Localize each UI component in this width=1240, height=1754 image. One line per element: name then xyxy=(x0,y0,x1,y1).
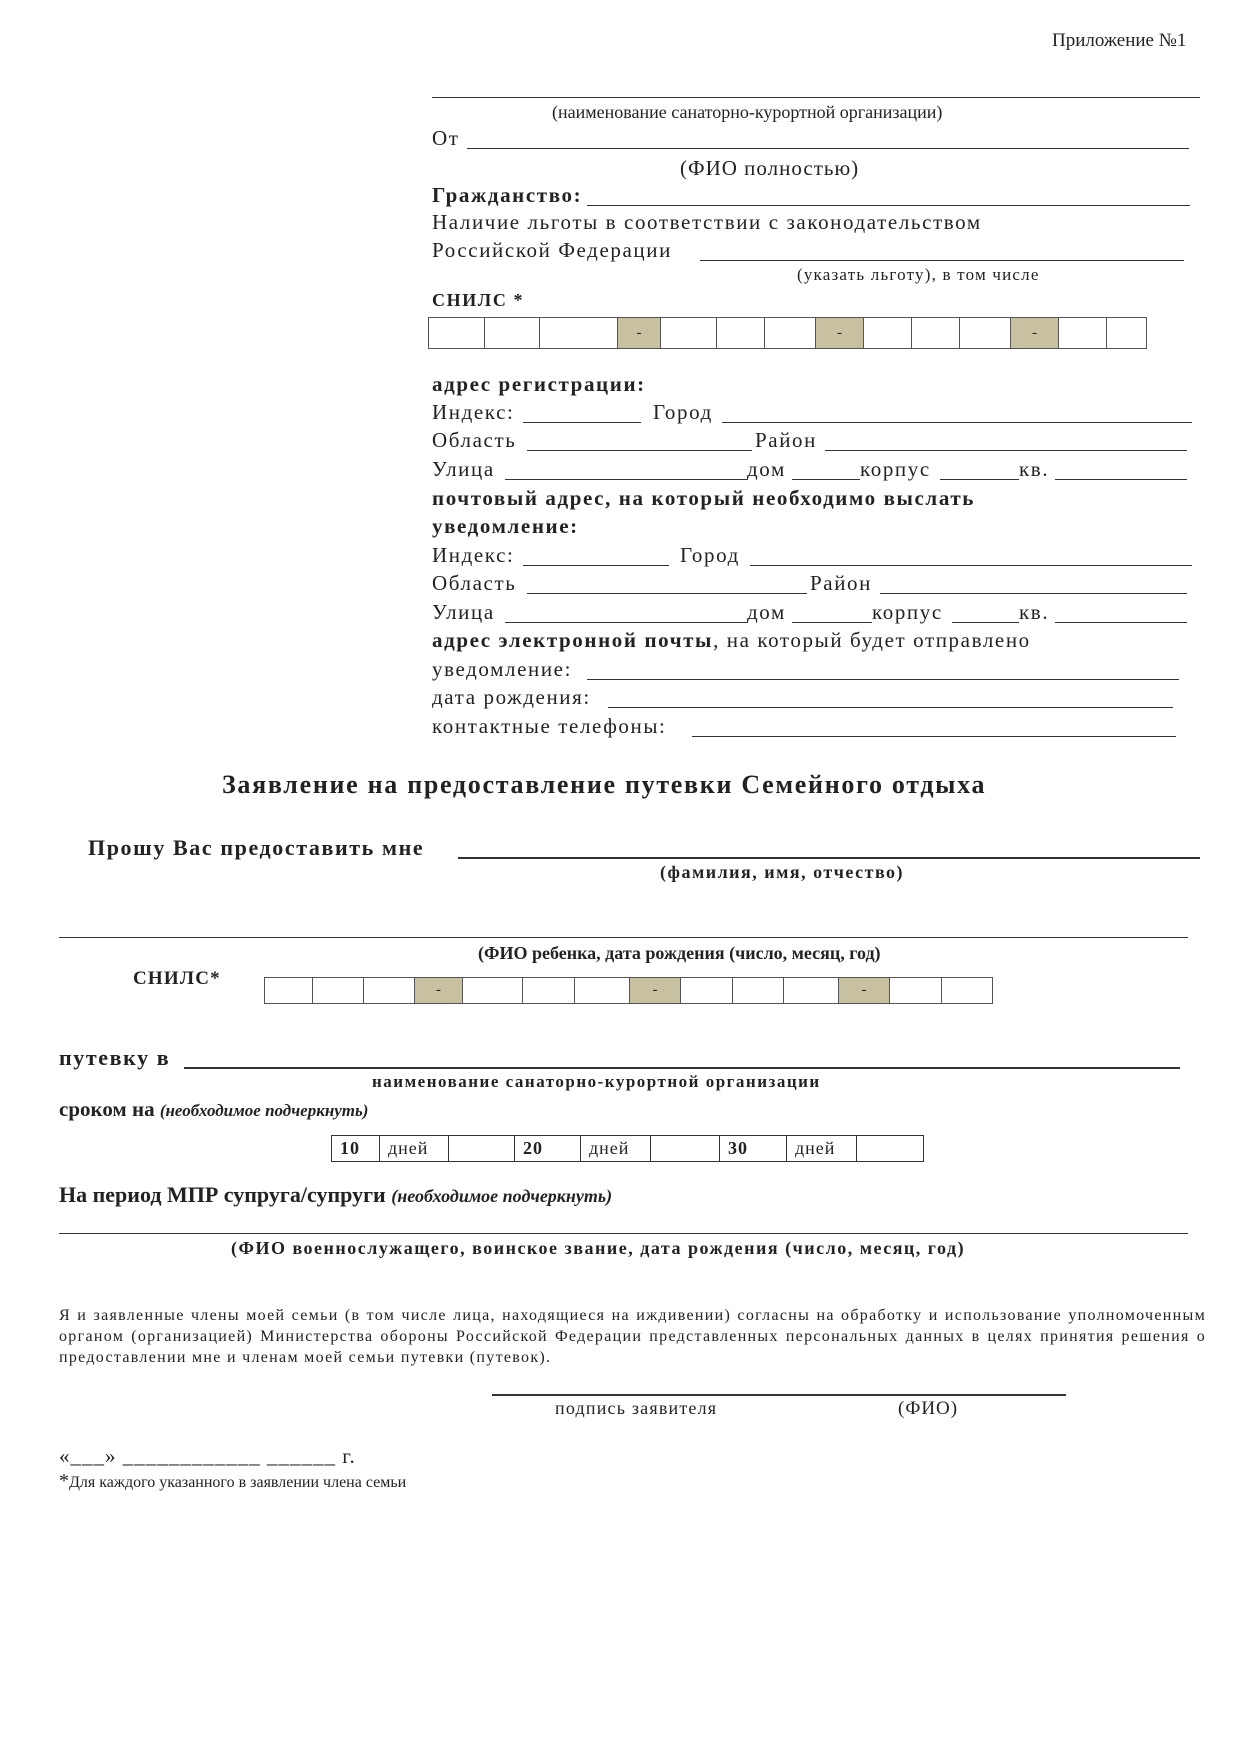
child-snils-cell[interactable] xyxy=(942,978,993,1003)
snils-cell[interactable] xyxy=(864,318,912,348)
footnote-text: Для каждого указанного в заявлении члена семьи xyxy=(69,1474,407,1491)
voucher-org-field[interactable] xyxy=(184,1067,1180,1069)
snils-cell[interactable] xyxy=(765,318,816,348)
child-snils-label: СНИЛС* xyxy=(133,968,221,989)
from-label: От xyxy=(432,126,460,150)
org-name-field[interactable] xyxy=(432,97,1200,98)
child-snils-cell[interactable] xyxy=(733,978,784,1003)
snils-cell[interactable] xyxy=(661,318,717,348)
reg-district-field[interactable] xyxy=(825,450,1187,451)
snils-cell[interactable] xyxy=(912,318,960,348)
child-snils-cells[interactable] xyxy=(264,977,993,1004)
request-fio-caption: (фамилия, имя, отчество) xyxy=(660,862,905,882)
child-snils-cell[interactable] xyxy=(575,978,630,1003)
postal-region-label: Область xyxy=(432,571,517,595)
footnote-star: * xyxy=(59,1470,69,1492)
postal-city-label: Город xyxy=(680,543,740,567)
benefit-label-line2: Российской Федерации xyxy=(432,238,672,262)
days-blank-cell xyxy=(449,1136,515,1161)
term-days-table xyxy=(331,1135,924,1162)
snils-cell[interactable] xyxy=(1107,318,1147,348)
term-note: (необходимое подчеркнуть) xyxy=(159,1101,369,1120)
email-label-bold: адрес электронной почты xyxy=(432,628,714,652)
benefit-caption: (указать льготу), в том числе xyxy=(797,265,1040,284)
serviceman-field[interactable] xyxy=(59,1233,1188,1234)
postal-street-field[interactable] xyxy=(505,622,747,623)
term-label-row xyxy=(59,1097,368,1122)
days-blank-cell xyxy=(857,1136,924,1161)
child-snils-cell[interactable] xyxy=(890,978,942,1003)
reg-region-label: Область xyxy=(432,428,517,452)
benefit-field[interactable] xyxy=(700,260,1184,261)
mpr-label-row xyxy=(59,1182,612,1208)
postal-city-field[interactable] xyxy=(750,565,1192,566)
child-snils-cell[interactable] xyxy=(265,978,313,1003)
email-label xyxy=(432,628,1031,653)
org-name-caption: (наименование санаторно-курортной организации) xyxy=(552,102,943,122)
snils-separator-cell: - xyxy=(1011,318,1059,348)
postal-house-label: дом xyxy=(747,600,786,624)
reg-building-field[interactable] xyxy=(940,479,1019,480)
email-label-rest: , на который будет отправлено xyxy=(713,628,1031,652)
child-snils-cell[interactable] xyxy=(523,978,575,1003)
birth-date-label: дата рождения: xyxy=(432,685,591,709)
days-blank-cell xyxy=(651,1136,720,1161)
snils-cell[interactable] xyxy=(540,318,618,348)
voucher-org-caption: наименование санаторно-курортной организации xyxy=(372,1072,821,1091)
mpr-note: (необходимое подчеркнуть) xyxy=(391,1186,613,1206)
signature-field[interactable] xyxy=(492,1394,1066,1396)
days-unit: дней xyxy=(581,1136,651,1161)
from-fio-field[interactable] xyxy=(467,148,1189,149)
postal-district-field[interactable] xyxy=(880,593,1187,594)
footnote xyxy=(59,1470,406,1493)
postal-apt-field[interactable] xyxy=(1055,622,1187,623)
reg-district-label: Район xyxy=(755,428,817,452)
snils-cell[interactable] xyxy=(960,318,1011,348)
postal-region-field[interactable] xyxy=(527,593,807,594)
reg-region-field[interactable] xyxy=(527,450,752,451)
email-label-line2: уведомление: xyxy=(432,657,573,681)
reg-building-label: корпус xyxy=(860,457,931,481)
days-option-20[interactable]: 20 xyxy=(515,1136,581,1161)
days-unit: дней xyxy=(380,1136,449,1161)
request-fio-field[interactable] xyxy=(458,857,1200,859)
reg-apt-field[interactable] xyxy=(1055,479,1187,480)
postal-street-label: Улица xyxy=(432,600,495,624)
postal-index-field[interactable] xyxy=(523,565,669,566)
child-snils-cell[interactable] xyxy=(784,978,839,1003)
phones-label: контактные телефоны: xyxy=(432,714,667,738)
days-option-30[interactable]: 30 xyxy=(720,1136,787,1161)
child-snils-cell[interactable] xyxy=(681,978,733,1003)
postal-index-label: Индекс: xyxy=(432,543,515,567)
child-caption: (ФИО ребенка, дата рождения (число, месяц, год) xyxy=(478,943,881,963)
voucher-label: путевку в xyxy=(59,1045,171,1070)
postal-building-label: корпус xyxy=(872,600,943,624)
snils-cell[interactable] xyxy=(717,318,765,348)
postal-address-label-line1: почтовый адрес, на который необходимо выслать xyxy=(432,486,975,510)
snils-label: СНИЛС * xyxy=(432,290,525,310)
reg-house-field[interactable] xyxy=(792,479,860,480)
postal-district-label: Район xyxy=(810,571,872,595)
days-option-10[interactable]: 10 xyxy=(332,1136,380,1161)
child-snils-cell[interactable] xyxy=(463,978,523,1003)
document-title: Заявление на предоставление путевки Семейного отдыха xyxy=(222,770,987,799)
serviceman-caption: (ФИО военнослужащего, воинское звание, дата рождения (число, месяц, год) xyxy=(231,1238,966,1258)
signature-fio-caption: (ФИО) xyxy=(898,1398,959,1419)
snils-cell[interactable] xyxy=(429,318,485,348)
child-snils-cell[interactable] xyxy=(313,978,364,1003)
appendix-label: Приложение №1 xyxy=(1052,30,1187,51)
reg-index-field[interactable] xyxy=(523,422,641,423)
reg-apt-label: кв. xyxy=(1019,457,1050,481)
date-field[interactable]: «___» ____________ ______ г. xyxy=(59,1444,356,1468)
child-snils-cell[interactable] xyxy=(364,978,415,1003)
reg-index-label: Индекс: xyxy=(432,400,515,424)
postal-building-field[interactable] xyxy=(952,622,1019,623)
reg-street-label: Улица xyxy=(432,457,495,481)
benefit-label-line1: Наличие льготы в соответствии с законодательством xyxy=(432,210,982,234)
reg-city-field[interactable] xyxy=(722,422,1192,423)
child-snils-separator-cell: - xyxy=(415,978,463,1003)
postal-address-label-line2: уведомление: xyxy=(432,514,579,538)
postal-house-field[interactable] xyxy=(792,622,872,623)
phones-field[interactable] xyxy=(692,736,1176,737)
reg-address-label: адрес регистрации: xyxy=(432,372,646,396)
request-label: Прошу Вас предоставить мне xyxy=(88,835,425,860)
citizenship-label: Гражданство: xyxy=(432,183,583,207)
days-unit: дней xyxy=(787,1136,857,1161)
postal-apt-label: кв. xyxy=(1019,600,1050,624)
child-snils-separator-cell: - xyxy=(630,978,681,1003)
child-snils-separator-cell: - xyxy=(839,978,890,1003)
reg-house-label: дом xyxy=(747,457,786,481)
snils-cells[interactable] xyxy=(428,317,1147,349)
child-field[interactable] xyxy=(59,937,1188,938)
snils-separator-cell: - xyxy=(618,318,661,348)
mpr-label: На период МПР супруга/супруги xyxy=(59,1182,386,1207)
snils-cell[interactable] xyxy=(1059,318,1107,348)
reg-city-label: Город xyxy=(653,400,713,424)
snils-cell[interactable] xyxy=(485,318,540,348)
fio-caption: (ФИО полностью) xyxy=(680,156,860,180)
citizenship-field[interactable] xyxy=(587,205,1190,206)
snils-separator-cell: - xyxy=(816,318,864,348)
email-field[interactable] xyxy=(587,679,1179,680)
consent-text: Я и заявленные члены моей семьи (в том числе лица, находящиеся на иждивении) согласны на обработку и использование уполномоченным органом (организацией) Министерства обороны Российской Федерации представленных персональных данных в целях принятия решения о предоставлении мне и членам моей семьи путевки (путевок). xyxy=(59,1307,1206,1366)
birth-date-field[interactable] xyxy=(608,707,1173,708)
signature-caption: подпись заявителя xyxy=(555,1398,718,1418)
reg-street-field[interactable] xyxy=(505,479,747,480)
term-label: сроком на xyxy=(59,1097,155,1121)
